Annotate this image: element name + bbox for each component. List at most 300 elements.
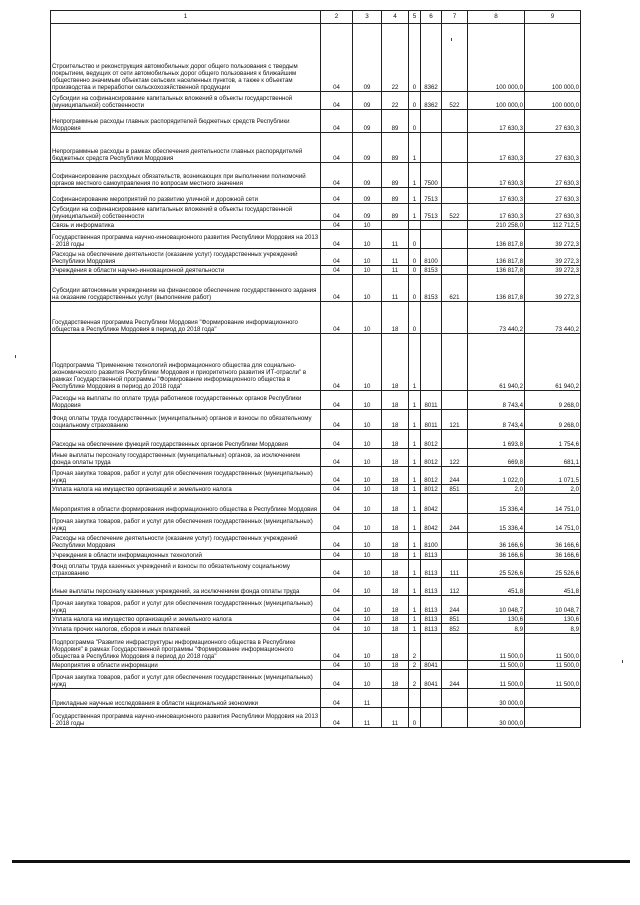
- program-code: 22: [382, 92, 409, 110]
- row-description: Софинансирование мероприятий по развитию уличной и дорожной сети: [51, 188, 321, 204]
- header-cell: 4: [382, 11, 409, 24]
- program-code: 89: [382, 110, 409, 133]
- amount-year-2: 27 630,3: [525, 133, 581, 163]
- subprogram-code: 1: [409, 596, 421, 615]
- expense-type-code: [442, 221, 468, 230]
- row-description: Мероприятия в области информации: [51, 661, 321, 670]
- amount-year-2: 39 272,3: [525, 249, 581, 266]
- row-description: Фонд оплаты труда казенных учреждений и взносы по обязательному социальному страхованию: [51, 560, 321, 578]
- section-code: 04: [321, 221, 353, 230]
- row-description: Прикладные научные исследования в области национальной экономики: [51, 689, 321, 708]
- amount-year-1: 25 526,6: [468, 560, 525, 578]
- header-cell: 7: [442, 11, 468, 24]
- program-code: 18: [382, 430, 409, 449]
- section-code: 04: [321, 708, 353, 728]
- amount-year-2: 10 048,7: [525, 596, 581, 615]
- subprogram-code: 1: [409, 204, 421, 221]
- subsection-code: 10: [353, 230, 382, 249]
- amount-year-1: 15 336,4: [468, 514, 525, 533]
- program-code: 11: [382, 266, 409, 275]
- table-row: [51, 550, 581, 560]
- expense-type-code: 851: [442, 485, 468, 494]
- subsection-code: 10: [353, 430, 382, 449]
- subsection-code: 10: [353, 494, 382, 514]
- section-code: 04: [321, 249, 353, 266]
- subsection-code: 10: [353, 467, 382, 485]
- subprogram-code: 0: [409, 302, 421, 334]
- subsection-code: 11: [353, 708, 382, 728]
- subprogram-code: 1: [409, 578, 421, 596]
- item-code: 8362: [421, 92, 442, 110]
- row-description: Фонд оплаты труда государственных (муниципальных) органов и взносы по обязательному социальному страхованию: [51, 410, 321, 430]
- amount-year-1: 136 817,8: [468, 249, 525, 266]
- subsection-code: 10: [353, 266, 382, 275]
- subsection-code: 10: [353, 533, 382, 550]
- subsection-code: 10: [353, 302, 382, 334]
- amount-year-2: 100 000,0: [525, 24, 581, 92]
- header-cell: 9: [525, 11, 581, 24]
- amount-year-2: 681,1: [525, 449, 581, 467]
- expense-type-code: [442, 266, 468, 275]
- subsection-code: 09: [353, 24, 382, 92]
- amount-year-2: 130,6: [525, 615, 581, 624]
- scan-mark: [451, 38, 452, 41]
- subprogram-code: 0: [409, 275, 421, 302]
- subprogram-code: 1: [409, 391, 421, 410]
- row-description: Связь и информатика: [51, 221, 321, 230]
- section-code: 04: [321, 514, 353, 533]
- table-row: [51, 485, 581, 494]
- expense-type-code: 244: [442, 670, 468, 689]
- item-code: 8012: [421, 430, 442, 449]
- section-code: 04: [321, 485, 353, 494]
- item-code: 8113: [421, 624, 442, 634]
- item-code: 8100: [421, 533, 442, 550]
- table-row: [51, 230, 581, 249]
- amount-year-2: 61 940,2: [525, 334, 581, 391]
- row-description: Прочая закупка товаров, работ и услуг для обеспечения государственных (муниципальных) нужд: [51, 467, 321, 485]
- amount-year-1: 136 817,8: [468, 266, 525, 275]
- program-code: 18: [382, 410, 409, 430]
- expense-type-code: [442, 230, 468, 249]
- expense-type-code: [442, 533, 468, 550]
- section-code: 04: [321, 92, 353, 110]
- row-description: Прочая закупка товаров, работ и услуг для обеспечения государственных (муниципальных) нужд: [51, 670, 321, 689]
- amount-year-2: 1 754,6: [525, 430, 581, 449]
- expense-type-code: 244: [442, 467, 468, 485]
- program-code: [382, 689, 409, 708]
- subprogram-code: 1: [409, 410, 421, 430]
- program-code: 18: [382, 334, 409, 391]
- table-row: [51, 302, 581, 334]
- amount-year-2: 27 630,3: [525, 163, 581, 188]
- amount-year-2: 100 000,0: [525, 92, 581, 110]
- row-description: Уплата налога на имущество организаций и земельного налога: [51, 615, 321, 624]
- expense-type-code: [442, 24, 468, 92]
- section-code: 04: [321, 661, 353, 670]
- header-row: [51, 11, 581, 24]
- item-code: 8012: [421, 449, 442, 467]
- amount-year-1: 8 743,4: [468, 410, 525, 430]
- program-code: 89: [382, 188, 409, 204]
- program-code: 11: [382, 249, 409, 266]
- subprogram-code: 1: [409, 550, 421, 560]
- amount-year-1: 451,8: [468, 578, 525, 596]
- program-code: 18: [382, 624, 409, 634]
- table-row: [51, 689, 581, 708]
- amount-year-1: 10 048,7: [468, 596, 525, 615]
- amount-year-1: 8,9: [468, 624, 525, 634]
- amount-year-1: 1 693,8: [468, 430, 525, 449]
- subprogram-code: 1: [409, 449, 421, 467]
- item-code: [421, 221, 442, 230]
- section-code: 04: [321, 449, 353, 467]
- row-description: Государственная программа научно-инновационного развития Республики Мордовия на 2013 - 2018 годы: [51, 708, 321, 728]
- expense-type-code: [442, 689, 468, 708]
- table-row: [51, 494, 581, 514]
- amount-year-2: 11 500,0: [525, 634, 581, 661]
- program-code: 18: [382, 494, 409, 514]
- header-cell: 6: [421, 11, 442, 24]
- amount-year-2: 36 166,6: [525, 550, 581, 560]
- table-row: [51, 560, 581, 578]
- item-code: [421, 230, 442, 249]
- subsection-code: 11: [353, 689, 382, 708]
- subsection-code: 10: [353, 670, 382, 689]
- program-code: 18: [382, 560, 409, 578]
- program-code: 18: [382, 670, 409, 689]
- section-code: 04: [321, 230, 353, 249]
- row-description: Учреждения в области информационных технологий: [51, 550, 321, 560]
- row-description: Подпрограмма "Развитие инфраструктуры информационного общества в Республике Мордовия" в рамках Государственной программы "Формирование информационного общества в Республике Мордовия в период до 2018 года": [51, 634, 321, 661]
- row-description: Прочая закупка товаров, работ и услуг для обеспечения государственных (муниципальных) нужд: [51, 514, 321, 533]
- section-code: 04: [321, 24, 353, 92]
- table-row: [51, 188, 581, 204]
- amount-year-2: 1 071,5: [525, 467, 581, 485]
- row-description: Расходы на обеспечение деятельности (оказание услуг) государственных учреждений Республики Мордовия: [51, 533, 321, 550]
- row-description: Субсидии на софинансирование капитальных вложений в объекты государственной (муниципальной) собственности: [51, 92, 321, 110]
- header-cell: 2: [321, 11, 353, 24]
- amount-year-1: 11 500,0: [468, 670, 525, 689]
- section-code: 04: [321, 133, 353, 163]
- amount-year-1: 36 166,6: [468, 533, 525, 550]
- row-description: Иные выплаты персоналу государственных (муниципальных) органов, за исключением фонда оплаты труда: [51, 449, 321, 467]
- amount-year-1: 11 500,0: [468, 634, 525, 661]
- expense-type-code: [442, 430, 468, 449]
- amount-year-2: 11 500,0: [525, 670, 581, 689]
- expense-type-code: [442, 494, 468, 514]
- section-code: 04: [321, 494, 353, 514]
- table-row: [51, 578, 581, 596]
- item-code: 8041: [421, 670, 442, 689]
- amount-year-1: 17 630,3: [468, 163, 525, 188]
- expense-type-code: [442, 634, 468, 661]
- expense-type-code: [442, 163, 468, 188]
- expense-type-code: [442, 661, 468, 670]
- section-code: 04: [321, 624, 353, 634]
- section-code: 04: [321, 275, 353, 302]
- program-code: 18: [382, 467, 409, 485]
- table-row: [51, 334, 581, 391]
- subsection-code: 10: [353, 560, 382, 578]
- item-code: 8011: [421, 410, 442, 430]
- program-code: 89: [382, 163, 409, 188]
- row-description: Мероприятия в области формирования информационного общества в Республике Мордовия: [51, 494, 321, 514]
- row-description: Учреждения в области научно-инновационной деятельности: [51, 266, 321, 275]
- expense-type-code: 244: [442, 514, 468, 533]
- item-code: 7513: [421, 204, 442, 221]
- amount-year-2: 36 166,6: [525, 533, 581, 550]
- item-code: 8042: [421, 494, 442, 514]
- subsection-code: 09: [353, 92, 382, 110]
- subprogram-code: 1: [409, 485, 421, 494]
- item-code: 8041: [421, 661, 442, 670]
- table-row: [51, 661, 581, 670]
- subsection-code: 10: [353, 596, 382, 615]
- amount-year-1: 36 166,6: [468, 550, 525, 560]
- expense-type-code: 122: [442, 449, 468, 467]
- program-code: 18: [382, 634, 409, 661]
- item-code: 8012: [421, 485, 442, 494]
- expense-type-code: 522: [442, 204, 468, 221]
- section-code: 04: [321, 670, 353, 689]
- amount-year-1: 8 743,4: [468, 391, 525, 410]
- subprogram-code: 1: [409, 133, 421, 163]
- subprogram-code: 0: [409, 266, 421, 275]
- section-code: 04: [321, 430, 353, 449]
- program-code: 18: [382, 514, 409, 533]
- header-cell: 8: [468, 11, 525, 24]
- amount-year-2: 27 630,3: [525, 188, 581, 204]
- amount-year-1: 669,8: [468, 449, 525, 467]
- program-code: 11: [382, 230, 409, 249]
- row-description: Расходы на обеспечение функций государственных органов Республики Мордовия: [51, 430, 321, 449]
- subprogram-code: 1: [409, 467, 421, 485]
- amount-year-2: 39 272,3: [525, 266, 581, 275]
- amount-year-1: 17 630,3: [468, 133, 525, 163]
- program-code: 89: [382, 204, 409, 221]
- page-bottom-rule: [12, 860, 630, 863]
- amount-year-1: 2,0: [468, 485, 525, 494]
- subprogram-code: 0: [409, 92, 421, 110]
- subsection-code: 10: [353, 485, 382, 494]
- expense-type-code: 851: [442, 615, 468, 624]
- item-code: 8113: [421, 560, 442, 578]
- scan-mark: [622, 660, 623, 663]
- scan-mark: [15, 355, 16, 358]
- table-row: [51, 708, 581, 728]
- amount-year-1: 136 817,8: [468, 230, 525, 249]
- amount-year-1: 11 500,0: [468, 661, 525, 670]
- amount-year-1: 17 630,3: [468, 110, 525, 133]
- expense-type-code: [442, 110, 468, 133]
- row-description: Расходы на выплаты по оплате труда работников государственных органов Республики Мордовия: [51, 391, 321, 410]
- item-code: [421, 133, 442, 163]
- amount-year-2: 27 630,3: [525, 110, 581, 133]
- subsection-code: 09: [353, 133, 382, 163]
- expense-type-code: [442, 708, 468, 728]
- item-code: 7513: [421, 188, 442, 204]
- amount-year-2: 27 630,3: [525, 204, 581, 221]
- amount-year-1: 100 000,0: [468, 24, 525, 92]
- item-code: 8113: [421, 578, 442, 596]
- subprogram-code: 2: [409, 634, 421, 661]
- expense-type-code: [442, 550, 468, 560]
- amount-year-1: 1 022,0: [468, 467, 525, 485]
- section-code: 04: [321, 533, 353, 550]
- amount-year-2: 451,8: [525, 578, 581, 596]
- section-code: 04: [321, 302, 353, 334]
- expense-type-code: [442, 302, 468, 334]
- subprogram-code: 2: [409, 661, 421, 670]
- table-row: [51, 391, 581, 410]
- amount-year-1: 210 258,0: [468, 221, 525, 230]
- subprogram-code: [409, 221, 421, 230]
- table-row: [51, 634, 581, 661]
- subsection-code: 10: [353, 514, 382, 533]
- subsection-code: 10: [353, 624, 382, 634]
- section-code: 04: [321, 689, 353, 708]
- amount-year-1: 130,6: [468, 615, 525, 624]
- table-row: [51, 467, 581, 485]
- amount-year-2: 2,0: [525, 485, 581, 494]
- amount-year-1: 136 817,8: [468, 275, 525, 302]
- program-code: 18: [382, 550, 409, 560]
- subprogram-code: 1: [409, 334, 421, 391]
- subprogram-code: 1: [409, 624, 421, 634]
- expense-type-code: 121: [442, 410, 468, 430]
- subprogram-code: 1: [409, 560, 421, 578]
- header-cell: 3: [353, 11, 382, 24]
- row-description: Уплата налога на имущество организаций и земельного налога: [51, 485, 321, 494]
- amount-year-1: 100 000,0: [468, 92, 525, 110]
- row-description: Прочая закупка товаров, работ и услуг для обеспечения государственных (муниципальных) нужд: [51, 596, 321, 615]
- section-code: 04: [321, 163, 353, 188]
- item-code: 8113: [421, 596, 442, 615]
- amount-year-2: 73 440,2: [525, 302, 581, 334]
- subsection-code: 09: [353, 204, 382, 221]
- subsection-code: 10: [353, 661, 382, 670]
- amount-year-2: 39 272,3: [525, 275, 581, 302]
- expense-type-code: [442, 334, 468, 391]
- subprogram-code: 1: [409, 615, 421, 624]
- table-row: [51, 430, 581, 449]
- row-description: Софинансирование расходных обязательств, возникающих при выполнении полномочий органов местного самоуправления по вопросам местного значения: [51, 163, 321, 188]
- expense-type-code: 112: [442, 578, 468, 596]
- subsection-code: 10: [353, 449, 382, 467]
- table-row: [51, 533, 581, 550]
- subsection-code: 10: [353, 634, 382, 661]
- subprogram-code: [409, 689, 421, 708]
- row-description: Непрограммные расходы главных распорядителей бюджетных средств Республики Мордовия: [51, 110, 321, 133]
- section-code: 04: [321, 204, 353, 221]
- item-code: 8113: [421, 550, 442, 560]
- item-code: 8362: [421, 24, 442, 92]
- item-code: [421, 708, 442, 728]
- section-code: 04: [321, 391, 353, 410]
- item-code: 8153: [421, 266, 442, 275]
- row-description: Уплата прочих налогов, сборов и иных платежей: [51, 624, 321, 634]
- subsection-code: 10: [353, 391, 382, 410]
- table-row: [51, 133, 581, 163]
- subprogram-code: 1: [409, 188, 421, 204]
- item-code: [421, 634, 442, 661]
- subsection-code: 10: [353, 334, 382, 391]
- section-code: 04: [321, 596, 353, 615]
- expense-type-code: 244: [442, 596, 468, 615]
- header-cell: 5: [409, 11, 421, 24]
- expense-type-code: [442, 249, 468, 266]
- section-code: 04: [321, 550, 353, 560]
- subsection-code: 10: [353, 221, 382, 230]
- section-code: 04: [321, 634, 353, 661]
- program-code: 18: [382, 578, 409, 596]
- item-code: 8153: [421, 275, 442, 302]
- program-code: [382, 221, 409, 230]
- amount-year-2: 112 712,5: [525, 221, 581, 230]
- table-row: [51, 670, 581, 689]
- section-code: 04: [321, 410, 353, 430]
- amount-year-1: 17 630,3: [468, 188, 525, 204]
- subsection-code: 10: [353, 249, 382, 266]
- expense-type-code: [442, 133, 468, 163]
- expense-type-code: 111: [442, 560, 468, 578]
- program-code: 22: [382, 24, 409, 92]
- item-code: 8042: [421, 514, 442, 533]
- program-code: 18: [382, 391, 409, 410]
- subsection-code: 09: [353, 163, 382, 188]
- amount-year-2: 14 751,0: [525, 494, 581, 514]
- subsection-code: 10: [353, 550, 382, 560]
- subprogram-code: 1: [409, 430, 421, 449]
- amount-year-2: 9 268,0: [525, 391, 581, 410]
- subprogram-code: 0: [409, 24, 421, 92]
- table-row: [51, 410, 581, 430]
- row-description: Расходы на обеспечение деятельности (оказание услуг) государственных учреждений Республики Мордовия: [51, 249, 321, 266]
- subprogram-code: 2: [409, 670, 421, 689]
- section-code: 04: [321, 615, 353, 624]
- item-code: 8011: [421, 391, 442, 410]
- section-code: 04: [321, 188, 353, 204]
- table-row: [51, 615, 581, 624]
- row-description: Государственная программа Республики Мордовия "Формирование информационного общества в Республике Мордовия в период до 2018 года": [51, 302, 321, 334]
- table-row: [51, 92, 581, 110]
- subprogram-code: 0: [409, 708, 421, 728]
- item-code: [421, 302, 442, 334]
- item-code: [421, 110, 442, 133]
- section-code: 04: [321, 334, 353, 391]
- program-code: 89: [382, 133, 409, 163]
- section-code: 04: [321, 467, 353, 485]
- table-body: [51, 11, 581, 728]
- subprogram-code: 1: [409, 514, 421, 533]
- program-code: 18: [382, 485, 409, 494]
- table-row: [51, 204, 581, 221]
- amount-year-2: 8,9: [525, 624, 581, 634]
- item-code: [421, 334, 442, 391]
- section-code: 04: [321, 560, 353, 578]
- subprogram-code: 1: [409, 163, 421, 188]
- table-row: [51, 596, 581, 615]
- subsection-code: 09: [353, 188, 382, 204]
- subsection-code: 10: [353, 410, 382, 430]
- expense-type-code: 621: [442, 275, 468, 302]
- table-row: [51, 110, 581, 133]
- row-description: Субсидии на софинансирование капитальных вложений в объекты государственной (муниципальной) собственности: [51, 204, 321, 221]
- table-row: [51, 249, 581, 266]
- subprogram-code: 0: [409, 249, 421, 266]
- program-code: 11: [382, 708, 409, 728]
